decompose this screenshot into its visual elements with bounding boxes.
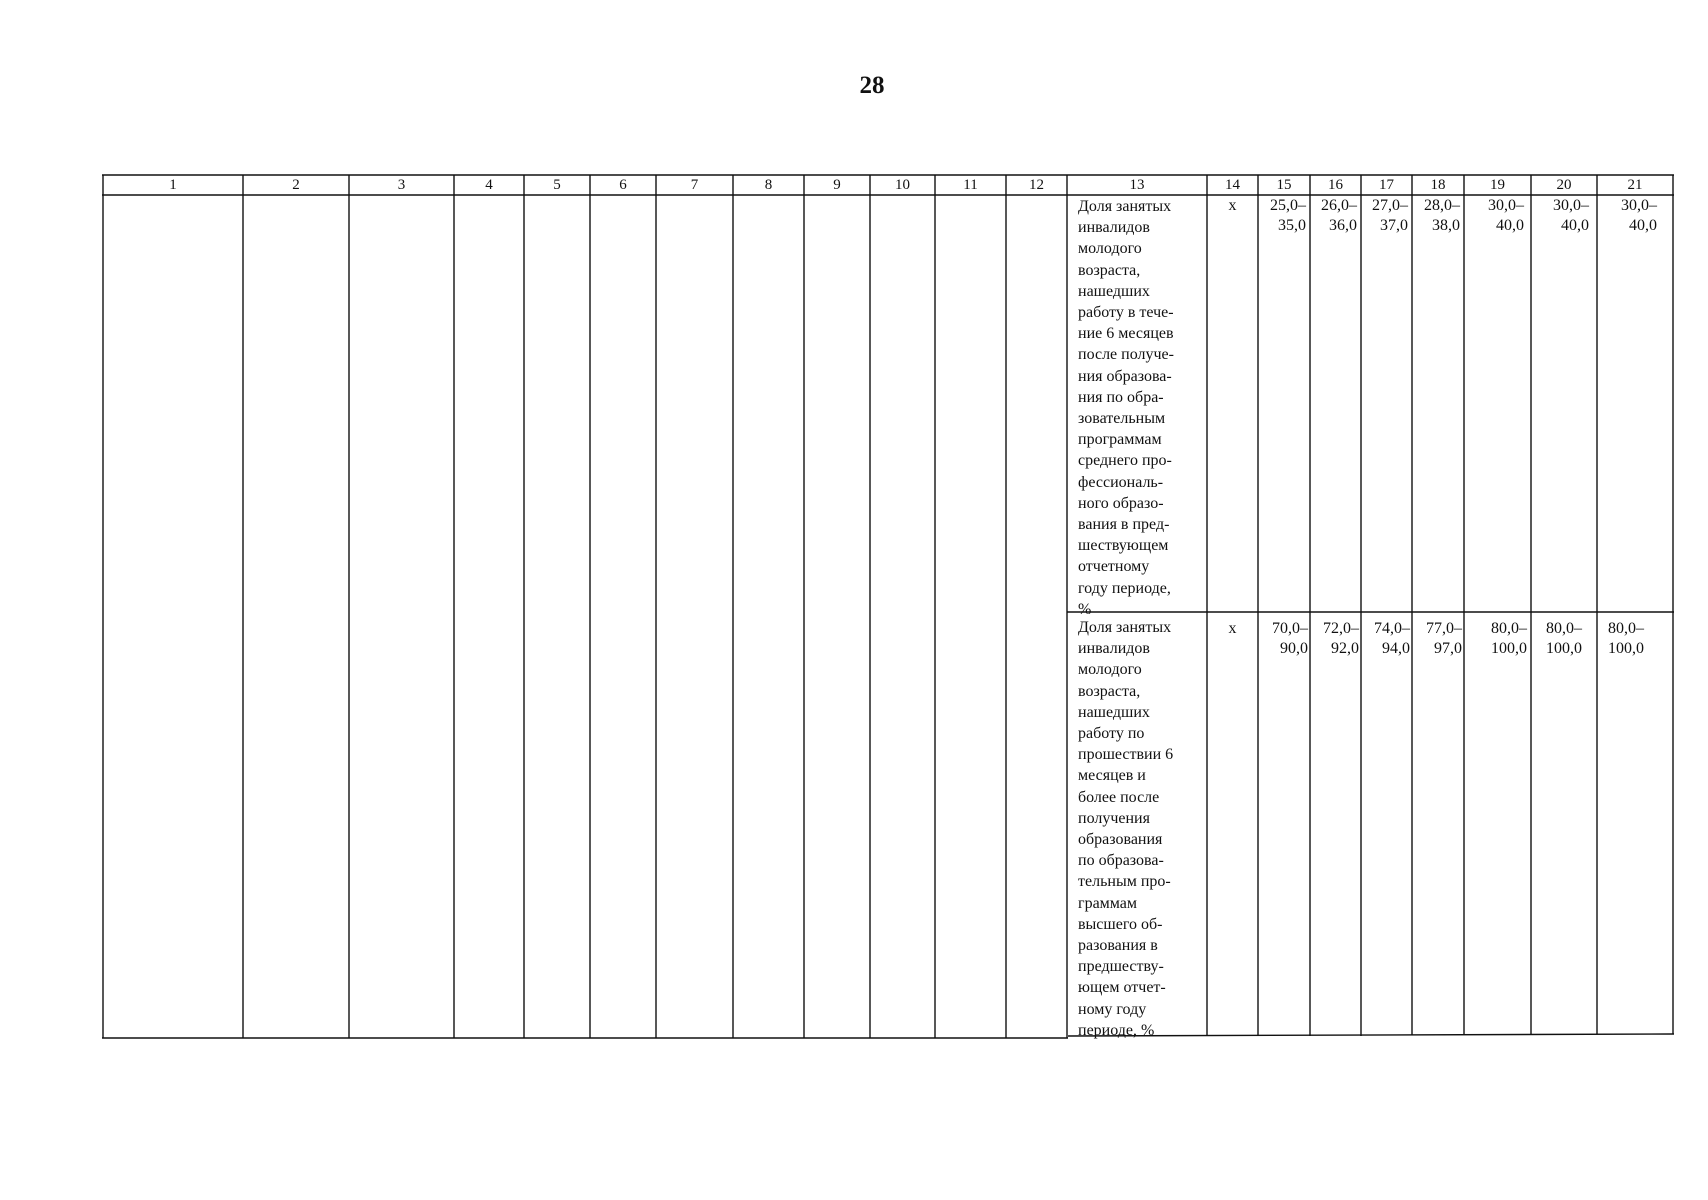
table-cell: 77,0– 97,0: [1426, 620, 1462, 657]
table-cell: 26,0– 36,0: [1321, 197, 1357, 234]
col14-value: x: [1228, 620, 1237, 637]
column-header: 7: [690, 177, 699, 193]
column-header: 8: [764, 177, 773, 193]
column-header: 16: [1328, 177, 1343, 193]
column-header: 9: [833, 177, 841, 193]
column-header: 3: [397, 177, 406, 193]
column-header: 1: [169, 177, 177, 193]
column-header: 21: [1627, 177, 1643, 193]
table-cell: 27,0– 37,0: [1372, 197, 1408, 234]
column-header: 13: [1129, 177, 1145, 193]
column-header: 5: [553, 177, 561, 193]
column-header: 10: [895, 177, 910, 193]
table-cell: 30,0– 40,0: [1553, 197, 1589, 234]
table-cell: 30,0– 40,0: [1488, 197, 1524, 234]
table-cell: 74,0– 94,0: [1374, 620, 1410, 657]
column-header: 11: [963, 177, 978, 193]
column-header: 20: [1556, 177, 1572, 193]
column-header: 4: [485, 177, 493, 193]
page-number: 28: [859, 72, 885, 99]
indicator-text-row-1: Доля занятых инвалидов молодого возраста, нашедших работу в тече- ние 6 месяцев после получе- ния образова- ния по обра- зовательным программам среднего про- фессиональ- ного образо- вания в пред- шествующем отчетному году периоде, %: [1078, 198, 1174, 618]
table-cell: 80,0– 100,0: [1608, 620, 1644, 657]
column-header: 17: [1379, 177, 1394, 193]
column-header: 15: [1276, 177, 1292, 193]
table-cell: 30,0– 40,0: [1621, 197, 1657, 234]
column-header: 14: [1225, 177, 1240, 193]
column-header: 12: [1029, 177, 1044, 193]
table-cell: 25,0– 35,0: [1270, 197, 1306, 234]
table-cell: 28,0– 38,0: [1424, 197, 1460, 234]
table-cell: 80,0– 100,0: [1546, 620, 1582, 657]
column-header: 19: [1490, 177, 1505, 193]
col14-value: x: [1228, 197, 1237, 214]
table-cell: 80,0– 100,0: [1491, 620, 1527, 657]
column-header: 2: [292, 177, 300, 193]
column-header: 6: [619, 177, 627, 193]
indicator-text-row-2: Доля занятых инвалидов молодого возраста, нашедших работу по прошествии 6 месяцев и более после получения образования по образова- тельным про- граммам высшего об- разования в предшеству- ющем отчет- ному году периоде, %: [1078, 619, 1174, 1039]
column-header: 18: [1430, 177, 1446, 193]
table-cell: 70,0– 90,0: [1272, 620, 1308, 657]
table-cell: 72,0– 92,0: [1323, 620, 1359, 657]
